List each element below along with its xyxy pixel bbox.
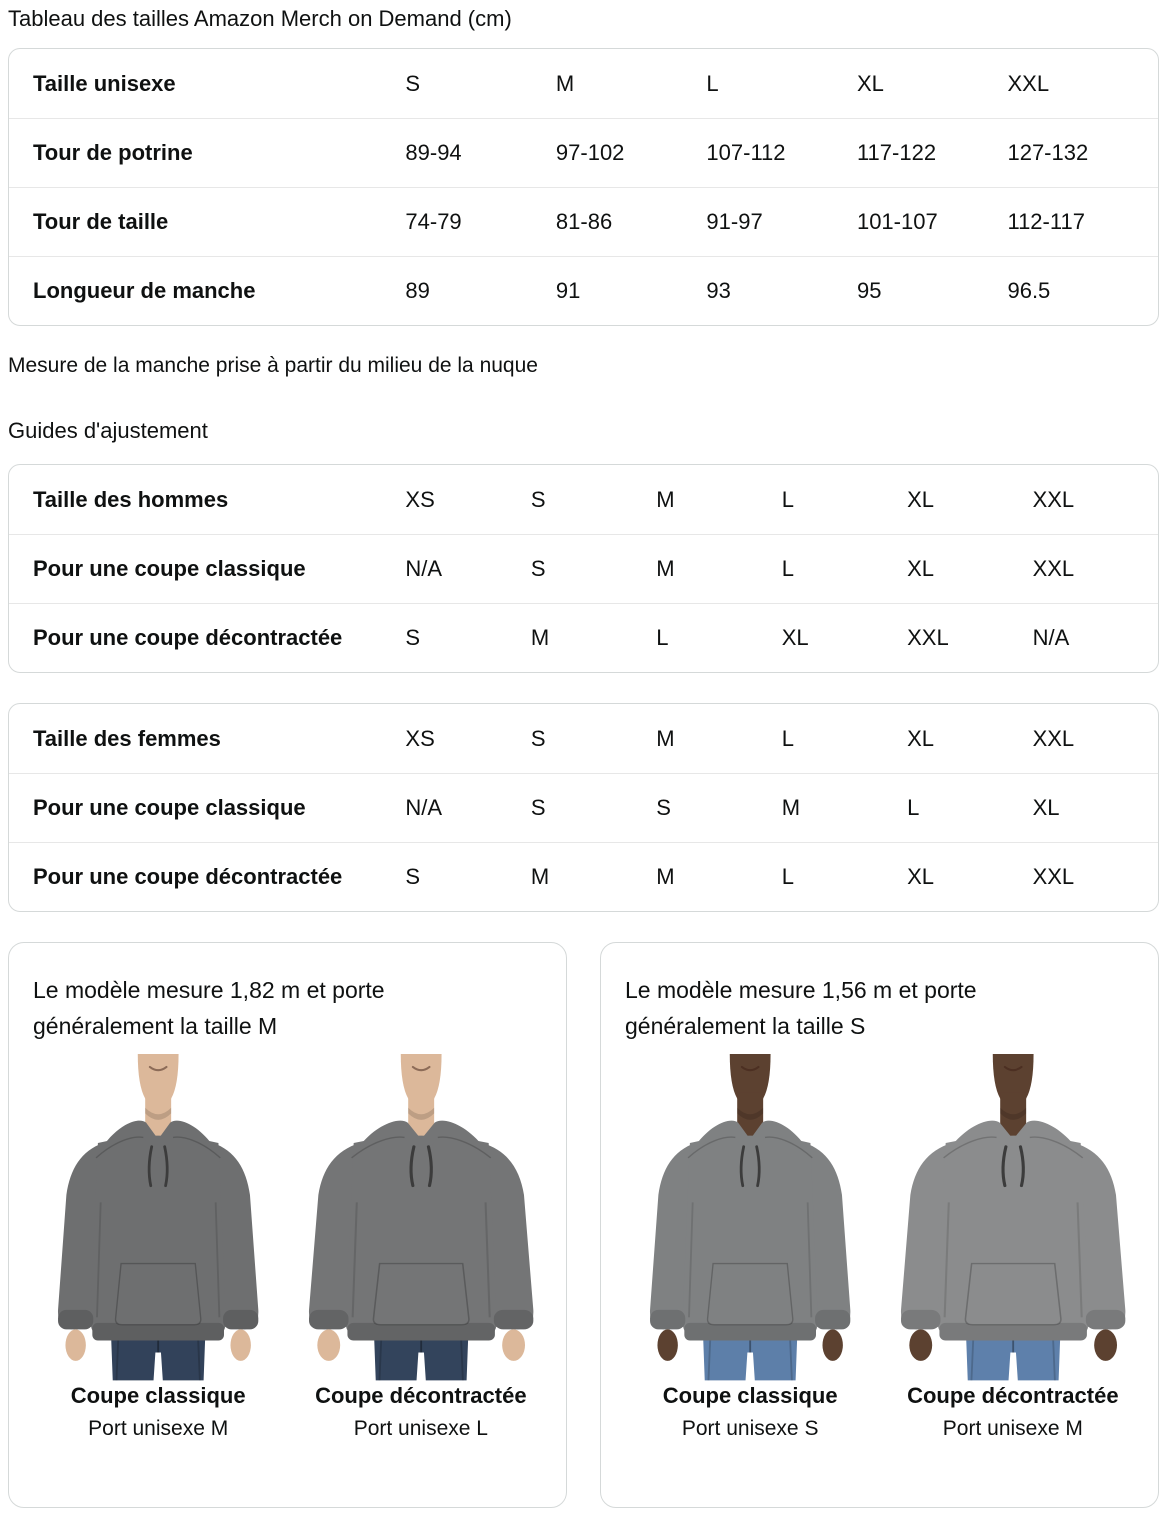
size-cell: M	[530, 625, 550, 650]
table-row	[9, 773, 1158, 842]
men-fit-table	[8, 464, 1159, 673]
table-row	[9, 704, 1158, 773]
size-cell: XL	[856, 70, 884, 96]
measure-cell: 89	[405, 278, 430, 303]
model-description: Le modèle mesure 1,56 m et porte généralement la taille S	[625, 977, 977, 1039]
size-cell: S	[530, 795, 546, 820]
measure-cell: 93	[706, 278, 731, 303]
size-cell: N/A	[405, 795, 443, 820]
row-label: Taille unisexe	[33, 70, 176, 96]
size-cell: XL	[907, 556, 935, 581]
size-cell: XXL	[1032, 725, 1075, 751]
measure-cell: 89-94	[405, 140, 462, 165]
fit-guides-heading: Guides d'ajustement	[8, 418, 208, 443]
photo-relaxed-fit	[888, 1054, 1138, 1440]
size-cell: S	[405, 625, 421, 650]
model-photos	[33, 1054, 546, 1440]
photo-classic-fit	[625, 1054, 875, 1440]
fit-label: Coupe classique	[662, 1382, 838, 1408]
row-label: Taille des hommes	[33, 486, 229, 512]
size-cell: XL	[907, 864, 935, 889]
table-row	[9, 49, 1158, 118]
size-cell: N/A	[405, 556, 443, 581]
size-cell: XXL	[1032, 864, 1075, 889]
size-cell: XL	[907, 725, 935, 751]
size-cell: XXL	[907, 625, 949, 650]
size-cell: XL	[907, 486, 935, 512]
female-classic-hoodie-photo	[625, 1054, 875, 1380]
size-cell: M	[656, 864, 675, 889]
row-label: Pour une coupe décontractée	[33, 864, 343, 889]
row-label: Tour de taille	[33, 209, 169, 234]
size-cell: S	[530, 725, 546, 751]
unisex-size-table	[8, 48, 1159, 326]
fit-label: Coupe décontractée	[907, 1382, 1119, 1408]
size-cell: XXL	[1032, 486, 1075, 512]
size-cell: M	[656, 556, 675, 581]
table-row	[9, 465, 1158, 534]
worn-size-label: Port unisexe S	[681, 1416, 819, 1440]
size-cell: XXL	[1032, 556, 1075, 581]
size-cell: L	[781, 556, 794, 581]
row-label: Taille des femmes	[33, 725, 221, 751]
worn-size-label: Port unisexe L	[353, 1416, 488, 1440]
row-label: Tour de potrine	[33, 140, 193, 165]
measure-cell: 107-112	[706, 140, 786, 165]
measure-cell: 74-79	[405, 209, 462, 234]
male-relaxed-hoodie-photo	[296, 1054, 546, 1380]
measure-cell: 101-107	[856, 209, 938, 234]
female-model-card	[600, 942, 1159, 1508]
photo-caption	[33, 1383, 283, 1441]
size-cell: M	[530, 864, 550, 889]
row-label: Longueur de manche	[33, 278, 256, 303]
measure-cell: 97-102	[555, 140, 625, 165]
measure-cell: 91-97	[706, 209, 763, 234]
fit-label: Coupe classique	[70, 1382, 246, 1408]
size-cell: XL	[1032, 795, 1060, 820]
size-cell: S	[405, 70, 421, 96]
table-row	[9, 842, 1158, 911]
worn-size-label: Port unisexe M	[88, 1416, 229, 1440]
size-cell: L	[656, 625, 669, 650]
row-label: Pour une coupe classique	[33, 795, 306, 820]
size-cell: N/A	[1032, 625, 1070, 650]
photo-caption	[296, 1383, 546, 1441]
female-relaxed-hoodie-photo	[888, 1054, 1138, 1380]
table-row	[9, 603, 1158, 672]
model-cards	[8, 942, 1159, 1508]
photo-caption	[625, 1383, 875, 1441]
size-cell: XXL	[1007, 70, 1050, 96]
page-title: Tableau des tailles Amazon Merch on Demand (cm)	[8, 6, 512, 31]
size-cell: XL	[781, 625, 809, 650]
size-cell: L	[781, 864, 794, 889]
size-cell: XS	[405, 486, 435, 512]
measure-cell: 81-86	[555, 209, 613, 234]
size-cell: L	[907, 795, 920, 820]
measure-cell: 95	[856, 278, 882, 303]
size-cell: XS	[405, 725, 435, 751]
model-photos	[625, 1054, 1138, 1440]
size-cell: S	[405, 864, 421, 889]
size-cell: S	[530, 556, 546, 581]
size-cell: L	[781, 725, 794, 751]
row-label: Pour une coupe décontractée	[33, 625, 343, 650]
photo-classic-fit	[33, 1054, 283, 1440]
size-cell: M	[656, 486, 675, 512]
table-row	[9, 118, 1158, 187]
measure-cell: 127-132	[1007, 140, 1089, 165]
table-row	[9, 534, 1158, 603]
measure-cell: 112-117	[1007, 209, 1085, 234]
size-cell: L	[706, 70, 719, 96]
model-description: Le modèle mesure 1,82 m et porte généralement la taille M	[33, 977, 385, 1039]
size-cell: M	[555, 70, 575, 96]
size-cell: M	[781, 795, 801, 820]
size-cell: S	[530, 486, 546, 512]
measure-cell: 91	[555, 278, 581, 303]
row-label: Pour une coupe classique	[33, 556, 306, 581]
size-cell: M	[656, 725, 675, 751]
measure-cell: 117-122	[856, 140, 937, 165]
women-fit-table	[8, 703, 1159, 912]
male-classic-hoodie-photo	[33, 1054, 283, 1380]
photo-caption	[888, 1383, 1138, 1441]
size-cell: S	[656, 795, 671, 820]
worn-size-label: Port unisexe M	[942, 1416, 1083, 1440]
measure-cell: 96.5	[1007, 278, 1051, 303]
sleeve-measurement-note: Mesure de la manche prise à partir du milieu de la nuque	[8, 354, 538, 377]
table-row	[9, 187, 1158, 256]
size-cell: L	[781, 486, 794, 512]
male-model-card	[8, 942, 567, 1508]
fit-label: Coupe décontractée	[315, 1382, 527, 1408]
table-row	[9, 256, 1158, 325]
photo-relaxed-fit	[296, 1054, 546, 1440]
